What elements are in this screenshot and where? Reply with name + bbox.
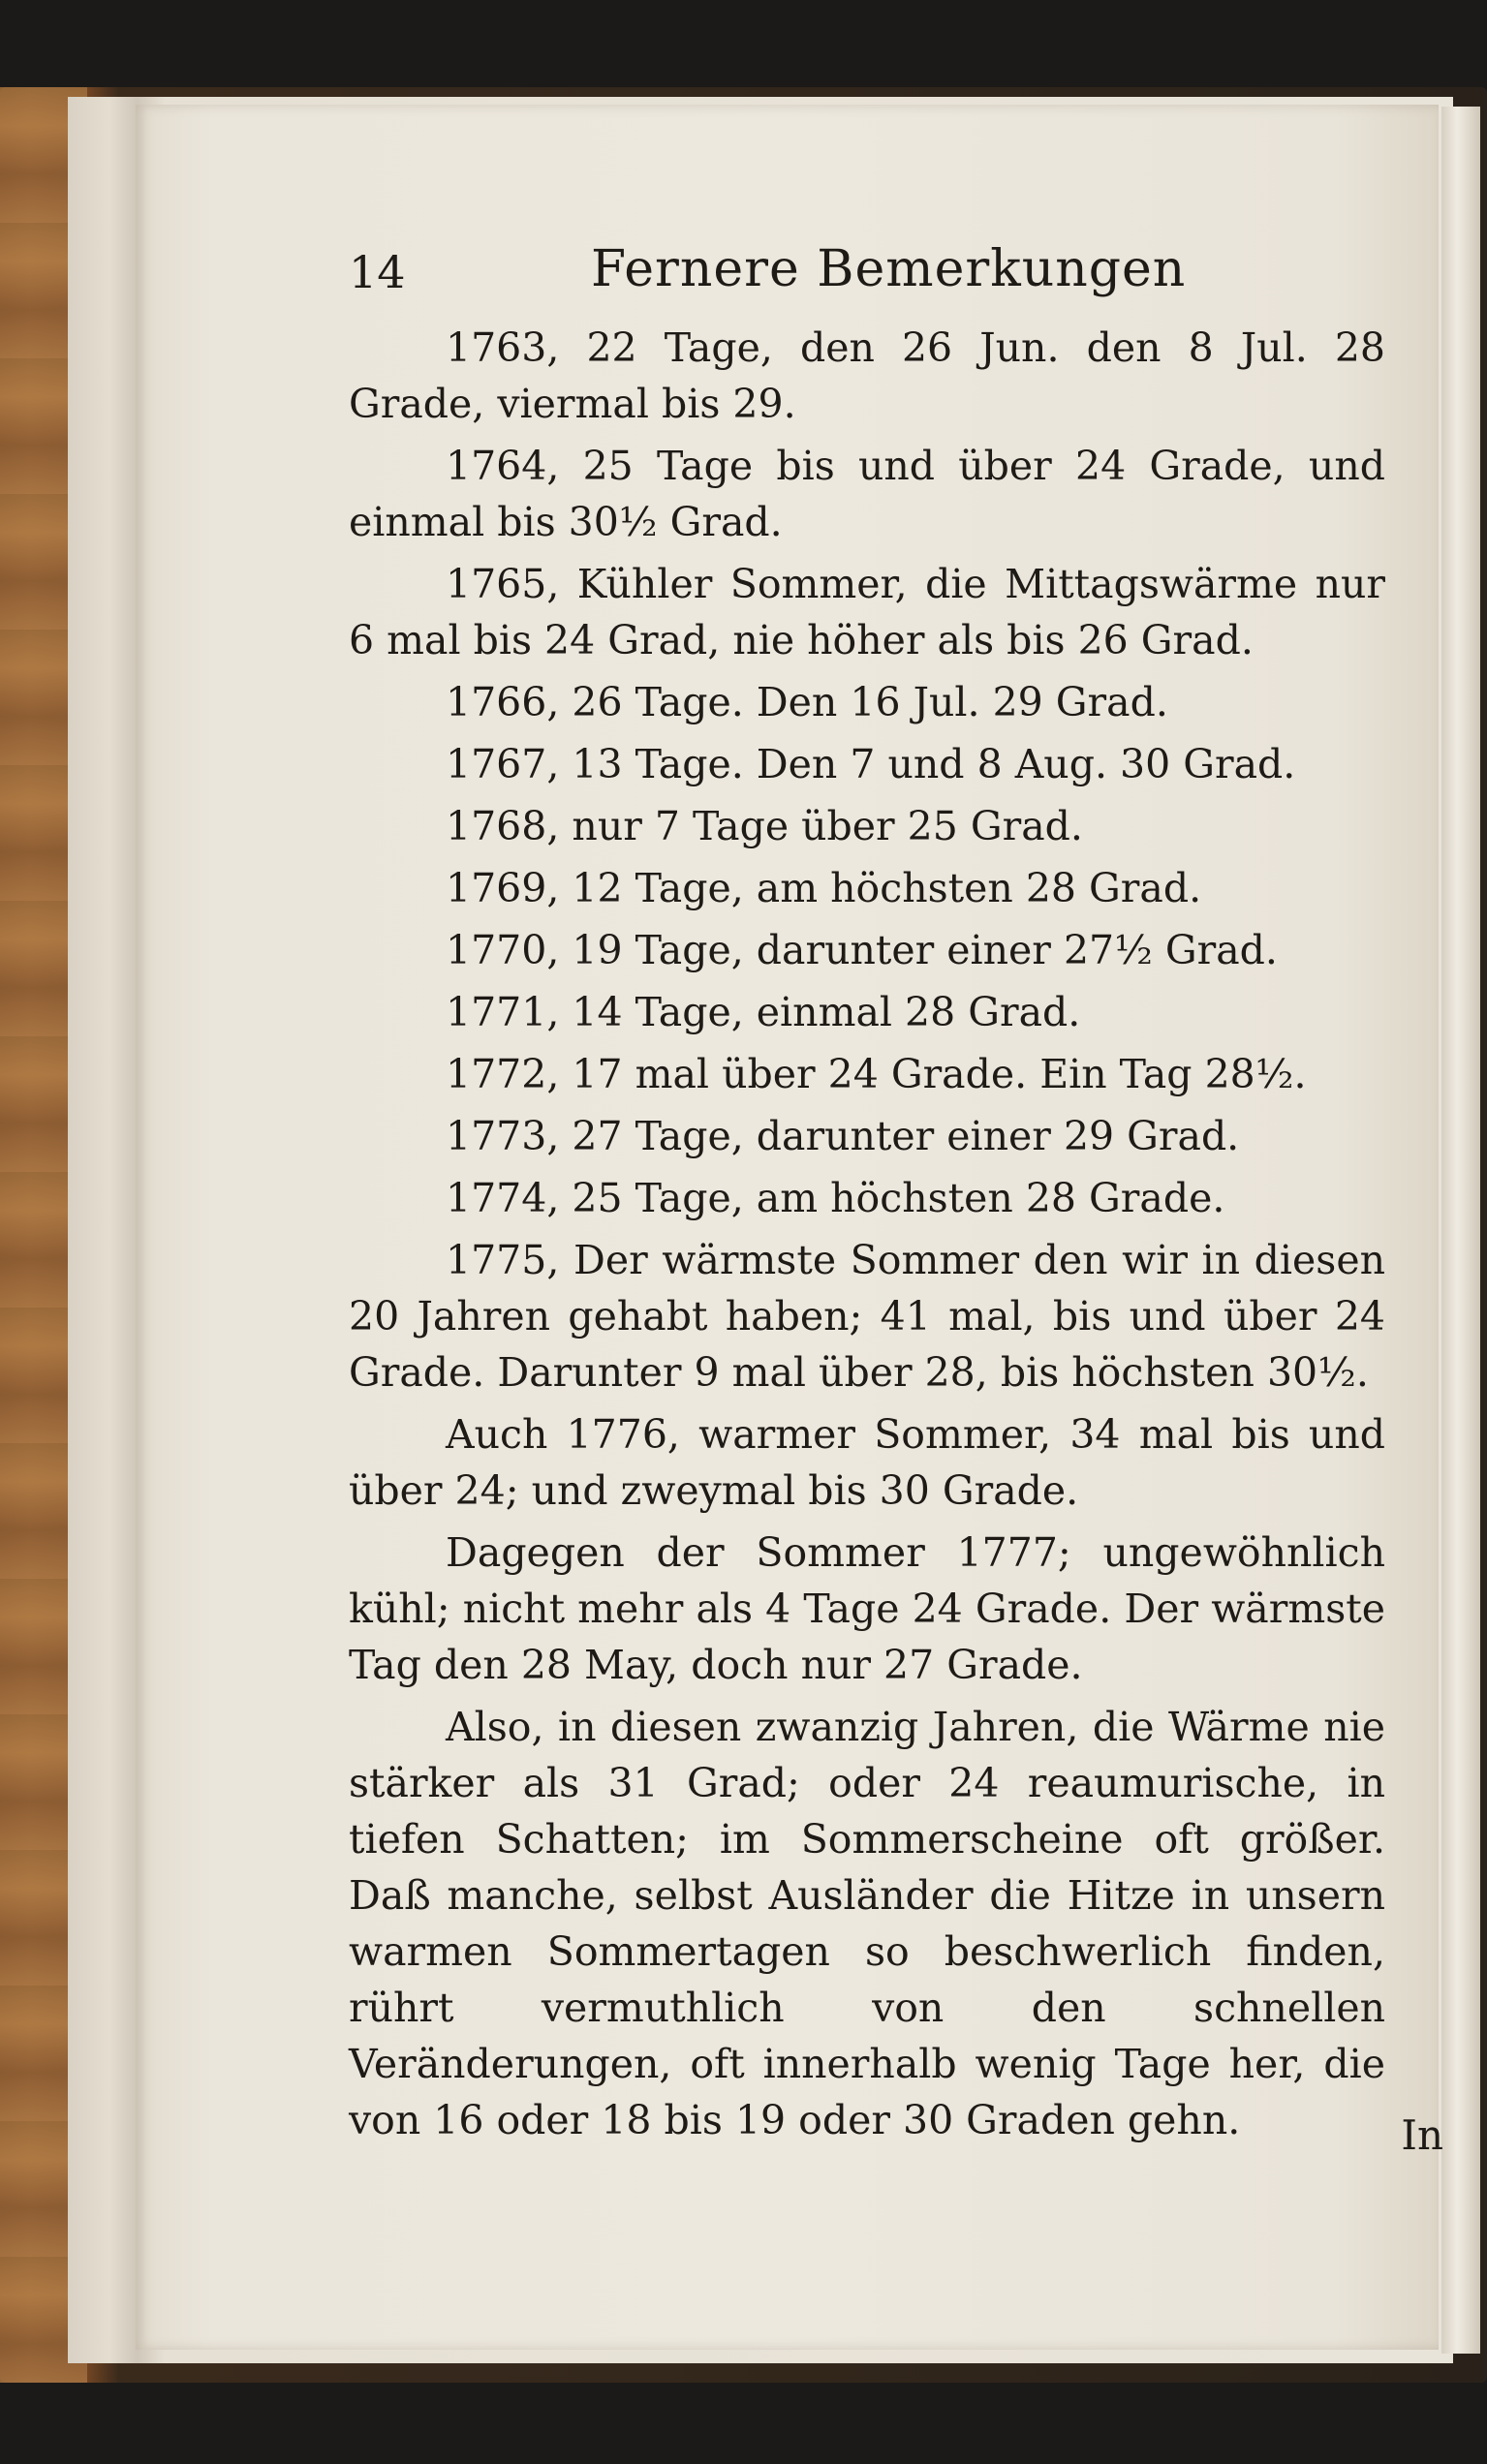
paragraph: 1764, 25 Tage bis und über 24 Grade, und einmal bis 30½ Grad. bbox=[349, 443, 1385, 545]
catchword: In bbox=[1401, 2111, 1443, 2159]
paragraph: 1770, 19 Tage, darunter einer 27½ Grad. bbox=[446, 927, 1278, 973]
running-title: Fernere Bemerkungen bbox=[591, 240, 1187, 298]
paragraph: 1767, 13 Tage. Den 7 und 8 Aug. 30 Grad. bbox=[446, 741, 1296, 787]
paragraph: 1773, 27 Tage, darunter einer 29 Grad. bbox=[446, 1113, 1240, 1159]
page-edge-right bbox=[1441, 107, 1480, 2354]
paragraph: Dagegen der Sommer 1777; ungewöhnlich kühl; nicht mehr als 4 Tage 24 Grade. Der wärmste Tag den 28 May, doch nur 27 Grade. bbox=[349, 1529, 1385, 1688]
paragraph: 1774, 25 Tage, am höchsten 28 Grade. bbox=[446, 1175, 1225, 1221]
paragraph: Also, in diesen zwanzig Jahren, die Wärme nie stärker als 31 Grad; oder 24 reaumurische, in tiefen Schatten; im Sommerscheine oft größer. Daß manche, selbst Ausländer die Hitze in unsern warmen Sommertagen so beschwerlich finden, rührt vermuthlich von den schnellen Veränderungen, oft innerhalb wenig Tage her, die von 16 oder 18 bis 19 oder 30 Graden gehn. bbox=[349, 1704, 1385, 2143]
page-text bbox=[349, 232, 1385, 2154]
paragraph: Auch 1776, warmer Sommer, 34 mal bis und über 24; und zweymal bis 30 Grade. bbox=[349, 1411, 1385, 1514]
paragraph: 1772, 17 mal über 24 Grade. Ein Tag 28½. bbox=[446, 1051, 1307, 1097]
paragraph: 1765, Kühler Sommer, die Mittagswärme nur 6 mal bis 24 Grad, nie höher als bis 26 Grad. bbox=[349, 561, 1385, 663]
paragraph: 1769, 12 Tage, am höchsten 28 Grad. bbox=[446, 865, 1202, 911]
paragraph: 1775, Der wärmste Sommer den wir in diesen 20 Jahren gehabt haben; 41 mal, bis und über 24 Grade. Darunter 9 mal über 28, bis höchsten 30½. bbox=[349, 1237, 1385, 1396]
page-header bbox=[349, 232, 1385, 320]
paragraph: 1771, 14 Tage, einmal 28 Grad. bbox=[446, 989, 1081, 1035]
page-number: 14 bbox=[349, 246, 406, 298]
paragraph: 1763, 22 Tage, den 26 Jun. den 8 Jul. 28 Grade, viermal bis 29. bbox=[349, 324, 1385, 427]
paragraph: 1768, nur 7 Tage über 25 Grad. bbox=[446, 803, 1083, 849]
paragraph: 1766, 26 Tage. Den 16 Jul. 29 Grad. bbox=[446, 679, 1168, 725]
